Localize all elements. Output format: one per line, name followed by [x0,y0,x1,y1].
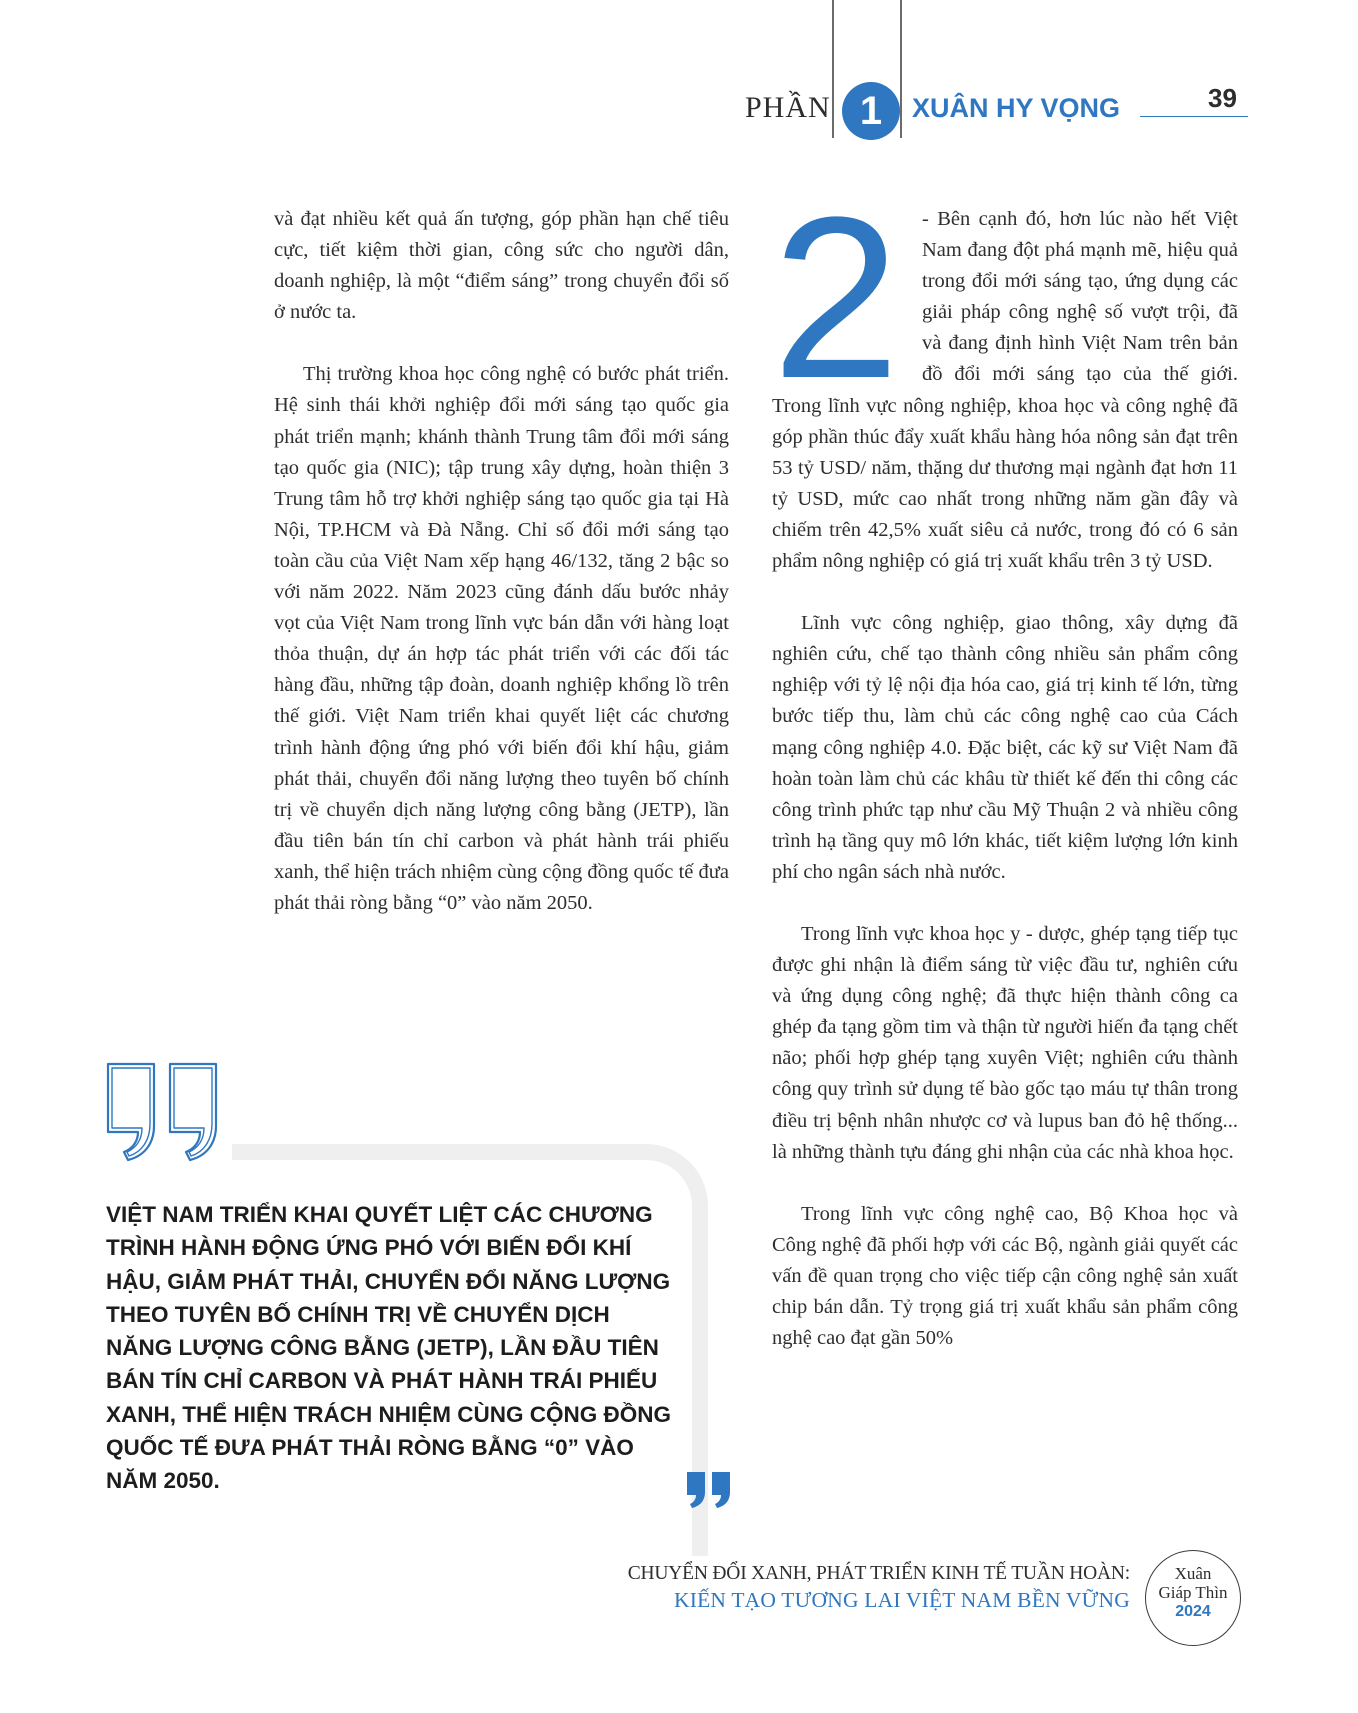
part-number-badge: 1 [842,82,900,140]
header-rule [1140,116,1248,117]
outline-quote-marks-icon [104,1060,224,1164]
paragraph: Trong lĩnh vực khoa học y - dược, ghép tạng tiếp tục được ghi nhận là điểm sáng từ việc đầu tư, nghiên cứu và ứng dụng công nghệ; đã thực hiện thành công ca ghép đa tạng gồm tim và thận từ người hiến đa tạng chết não; phối hợp ghép tạng xuyên Việt; nghiên cứu thành công quy trình sử dụng tế bào gốc tạo máu tự thân trong điều trị bệnh nhân nhược cơ và lupus ban đỏ hệ thống... là những thành tựu đáng ghi nhận của các nhà khoa học. [772,922,1238,1163]
right-column [772,169,1238,1354]
footer-line-2: KIẾN TẠO TƯƠNG LAI VIỆT NAM BỀN VỮNG [673,1588,1130,1612]
badge-year: 2024 [1175,1603,1211,1620]
part-label: PHẦN [745,91,831,124]
edition-badge [1145,1550,1241,1646]
header-divider-right [900,0,902,138]
section-title: XUÂN HY VỌNG [912,93,1121,123]
paragraph: và đạt nhiều kết quả ấn tượng, góp phần hạn chế tiêu cực, tiết kiệm thời gian, công sức cho người dân, doanh nghiệp, là một “điểm sáng” trong chuyển đổi số ở nước ta. [274,208,729,324]
paragraph: Lĩnh vực công nghiệp, giao thông, xây dựng đã nghiên cứu, chế tạo thành công nhiều sản phẩm công nghiệp với tỷ lệ nội địa hóa cao, giá trị kinh tế lớn, từng bước tiếp thu, làm chủ các công nghệ cao của Cách mạng công nghiệp 4.0. Đặc biệt, các kỹ sư Việt Nam đã hoàn toàn làm chủ các khâu từ thiết kế đến thi công các công trình phức tạp như cầu Mỹ Thuận 2 và nhiều công trình hạ tầng quy mô lớn khác, tiết kiệm lượng lớn kinh phí cho ngân sách nhà nước. [772,612,1238,883]
footer-line-1: CHUYỂN ĐỔI XANH, PHÁT TRIỂN KINH TẾ TUẦN HOÀN: [627,1563,1130,1584]
page-number: 39 [1208,83,1237,113]
pull-quote-text: VIỆT NAM TRIỂN KHAI QUYẾT LIỆT CÁC CHƯƠNG TRÌNH HÀNH ĐỘNG ỨNG PHÓ VỚI BIẾN ĐỔI KHÍ HẬU, GIẢM PHÁT THẢI, CHUYỂN ĐỔI NĂNG LƯỢNG THEO TUYÊN BỐ CHÍNH TRỊ VỀ CHUYỂN DỊCH NĂNG LƯỢNG CÔNG BẰNG (JETP), LẦN ĐẦU TIÊN BÁN TÍN CHỈ CARBON VÀ PHÁT HÀNH TRÁI PHIẾU XANH, THỂ HIỆN TRÁCH NHIỆM CÙNG CỘNG ĐỒNG QUỐC TẾ ĐƯA PHÁT THẢI RÒNG BẰNG “0” VÀO NĂM 2050. [106,1202,672,1494]
left-column [274,204,729,919]
badge-line-2: Giáp Thìn [1158,1583,1228,1602]
header-divider-left [832,0,834,138]
paragraph: Trong lĩnh vực công nghệ cao, Bộ Khoa học và Công nghệ đã phối hợp với các Bộ, ngành giải quyết các vấn đề quan trọng cho việc tiếp cận công nghệ sản xuất chip bán dẫn. Tỷ trọng giá trị xuất khẩu sản phẩm công nghệ cao đạt gần 50% [772,1202,1238,1350]
filled-quote-marks-icon [685,1470,733,1510]
badge-line-1: Xuân [1174,1564,1212,1583]
drop-cap: 2 [772,169,900,426]
paragraph: - Bên cạnh đó, hơn lúc nào hết Việt Nam đang đột phá mạnh mẽ, hiệu quả trong đổi mới sáng tạo, ứng dụng các giải pháp công nghệ số vượt trội, đã và đang định hình Việt Nam trên bản đồ đổi mới sáng tạo của thế giới. Trong lĩnh vực nông nghiệp, khoa học và công nghệ đã góp phần thúc đẩy xuất khẩu hàng hóa nông sản đạt trên 53 tỷ USD/ năm, thặng dư thương mại ngành đạt hơn 11 tỷ USD, mức cao nhất trong những năm gần đây và chiếm trên 42,5% xuất siêu cả nước, trong đó có 6 sản phẩm nông nghiệp có giá trị xuất khẩu trên 3 tỷ USD. [772,208,1238,573]
paragraph: Thị trường khoa học công nghệ có bước phát triển. Hệ sinh thái khởi nghiệp đổi mới sáng tạo quốc gia phát triển mạnh; khánh thành Trung tâm đổi mới sáng tạo quốc gia (NIC); tập trung xây dựng, hoàn thiện 3 Trung tâm hỗ trợ khởi nghiệp sáng tạo quốc gia tại Hà Nội, TP.HCM và Đà Nẵng. Chỉ số đổi mới sáng tạo toàn cầu của Việt Nam xếp hạng 46/132, tăng 2 bậc so với năm 2022. Năm 2023 cũng đánh dấu bước nhảy vọt của Việt Nam trong lĩnh vực bán dẫn với hàng loạt thỏa thuận, dự án hợp tác phát triển với các đối tác hàng đầu, những tập đoàn, doanh nghiệp khổng lồ trên thế giới. Việt Nam triển khai quyết liệt các chương trình hành động ứng phó với biến đổi khí hậu, giảm phát thải, chuyển đổi năng lượng theo tuyên bố chính trị về chuyển dịch năng lượng công bằng (JETP), lần đầu tiên bán tín chỉ carbon và phát hành trái phiếu xanh, thể hiện trách nhiệm cùng cộng đồng quốc tế đưa phát thải ròng bằng “0” vào năm 2050. [274,363,729,914]
